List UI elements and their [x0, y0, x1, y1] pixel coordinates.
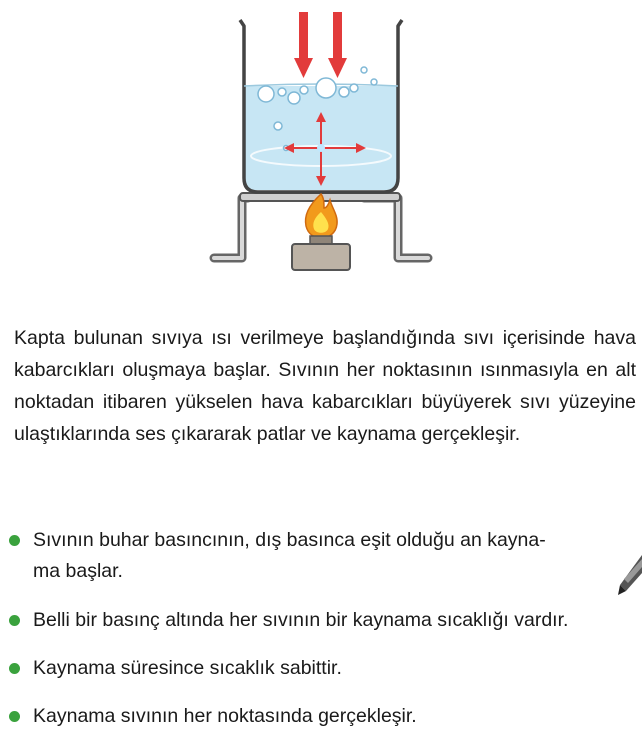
list-item-text: Belli bir basınç altında her sıvının bir kaynama sıcaklığı vardır.: [33, 609, 569, 631]
description-paragraph: Kapta bulunan sıvıya ısı verilmeye başlandığında sıvı içerisinde hava kabarcıkları oluşmaya başlar. Sıvının her noktasının ısınmasıyla en alt noktadan itibaren yükselen hava kabarcıkları büyüyerek sıvı yüzeyine ulaştıklarında ses çıkararak patlar ve kaynama gerçekleşir.: [14, 327, 636, 445]
boiling-beaker-illustration: [200, 8, 440, 278]
list-item-text: Sıvının buhar basıncının, dış basınca eşit olduğu an kayna- ma başlar.: [33, 529, 546, 582]
bullet-dot-icon: [9, 663, 20, 674]
list-item-text: Kaynama süresince sıcaklık sabittir.: [33, 657, 342, 679]
pen-icon: [618, 555, 642, 595]
list-item-text: Kaynama sıvının her noktasında gerçekleşir.: [33, 705, 417, 727]
heat-arrow-icon: [294, 12, 347, 78]
burner-icon: [292, 236, 350, 270]
bullet-dot-icon: [9, 615, 20, 626]
bullet-dot-icon: [9, 711, 20, 722]
bullet-dot-icon: [9, 535, 20, 546]
